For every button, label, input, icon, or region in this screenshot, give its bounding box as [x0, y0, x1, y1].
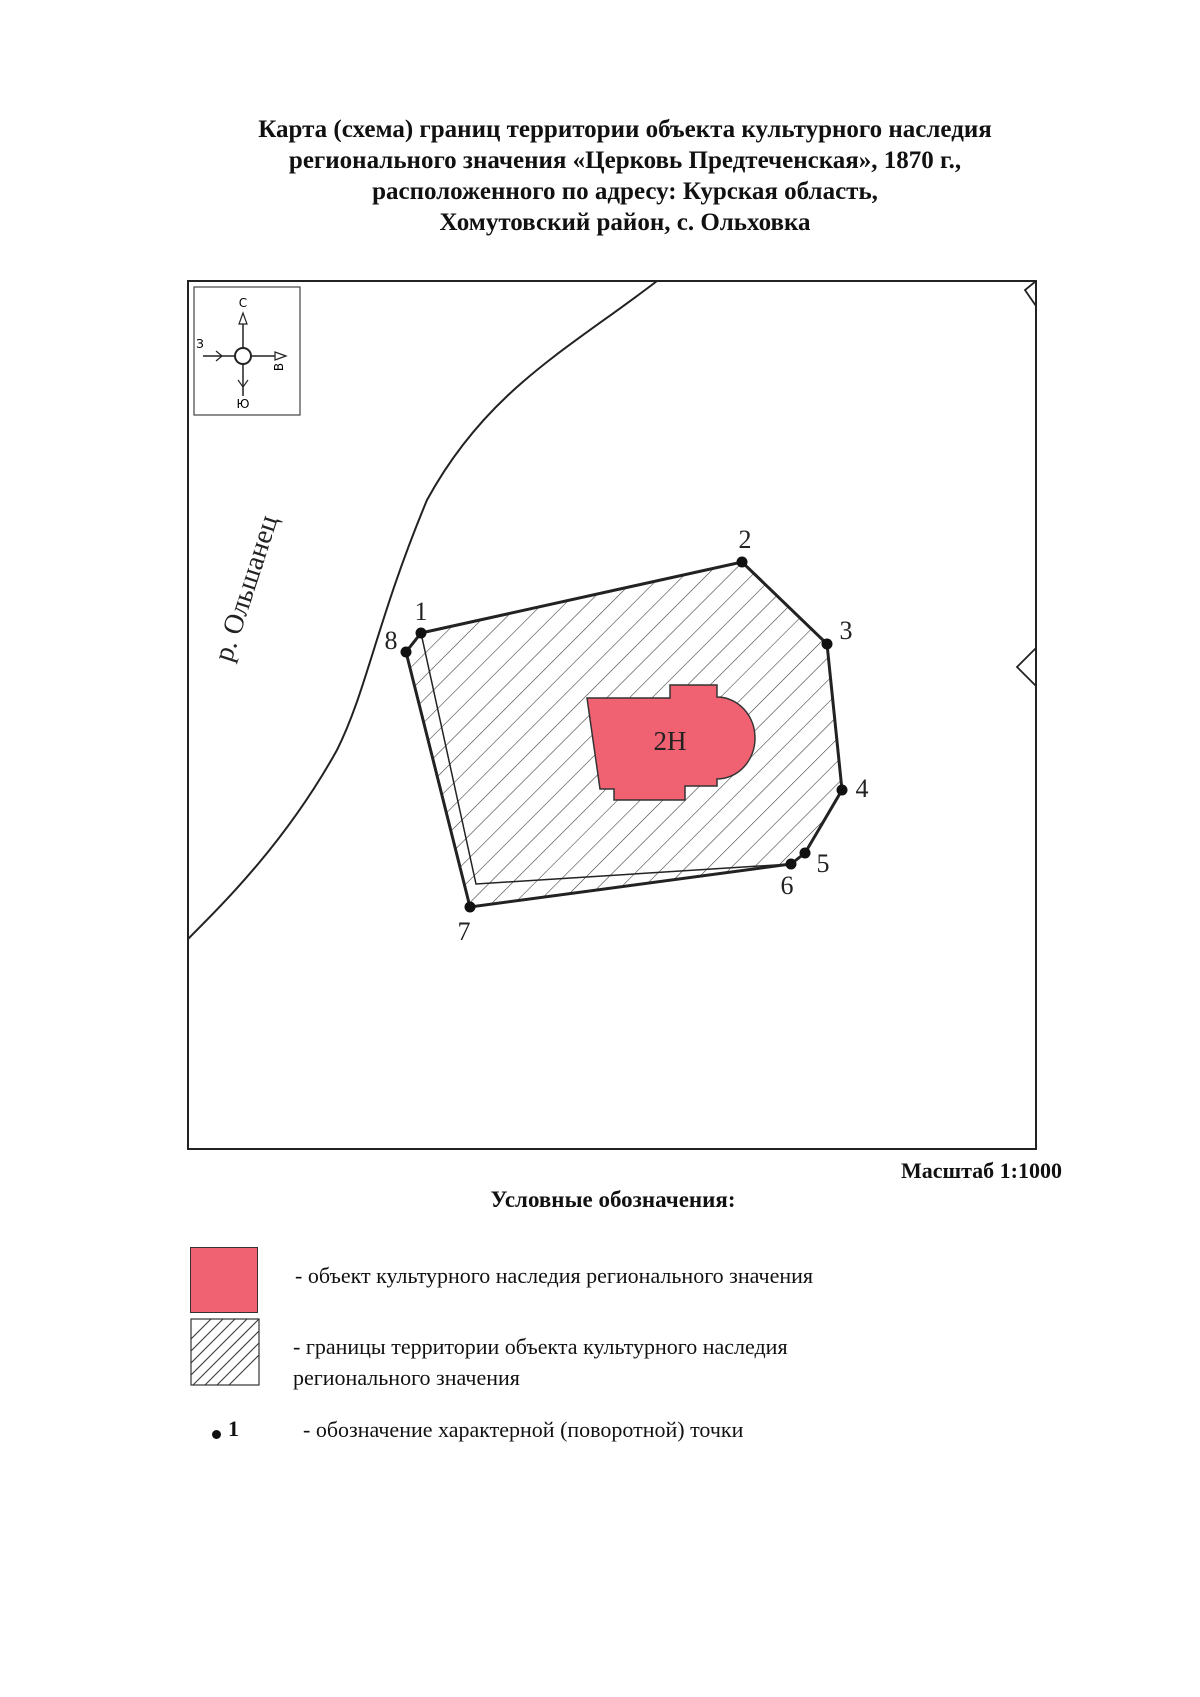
turning-point-dot — [737, 557, 748, 568]
hatch-swatch — [190, 1318, 260, 1386]
legend-point-text: - обозначение характерной (поворотной) точки — [303, 1417, 744, 1442]
point-label-1: 1 — [414, 597, 428, 626]
turning-point-dot — [800, 848, 811, 859]
heritage-object-label: 2Н — [653, 726, 687, 756]
turning-point-dot — [416, 628, 427, 639]
point-label-5: 5 — [816, 849, 830, 878]
legend-territory-line: регионального значения — [293, 1365, 520, 1390]
turning-point-dot — [822, 639, 833, 650]
title-line: Хомутовский район, с. Ольховка — [439, 209, 811, 236]
legend-title: Условные обозначения: — [490, 1187, 736, 1212]
object-swatch — [190, 1247, 258, 1313]
point-label-2: 2 — [738, 525, 752, 554]
legend-object-text: - объект культурного наследия регионального значения — [295, 1263, 814, 1288]
turning-point-dot — [837, 785, 848, 796]
legend-point-number: 1 — [228, 1416, 239, 1441]
title-line: Карта (схема) границ территории объекта культурного наследия — [258, 116, 992, 143]
compass-east-label: В — [272, 362, 286, 372]
turning-point-dot — [465, 902, 476, 913]
legend-point-dot — [212, 1430, 221, 1439]
compass — [194, 287, 300, 415]
scale-label: Масштаб 1:1000 — [900, 1158, 1062, 1183]
point-label-8: 8 — [384, 626, 398, 655]
legend-territory-line: - границы территории объекта культурного наследия — [293, 1334, 788, 1359]
compass-south-label: Ю — [236, 397, 250, 411]
compass-west-label: З — [196, 337, 204, 351]
compass-north-label: С — [238, 296, 248, 310]
river-label: р. Ольшанец — [208, 511, 285, 666]
point-label-4: 4 — [855, 774, 869, 803]
boundary-map — [187, 280, 1037, 1150]
legend-territory-text — [293, 1331, 788, 1393]
turning-point-dot — [401, 647, 412, 658]
map-title — [0, 114, 1200, 238]
turning-point-dot — [786, 859, 797, 870]
point-label-7: 7 — [457, 917, 471, 946]
point-label-3: 3 — [839, 616, 853, 645]
point-label-6: 6 — [780, 871, 794, 900]
title-line: расположенного по адресу: Курская область, — [372, 178, 878, 205]
title-line: регионального значения «Церковь Предтеченская», 1870 г., — [288, 147, 962, 174]
